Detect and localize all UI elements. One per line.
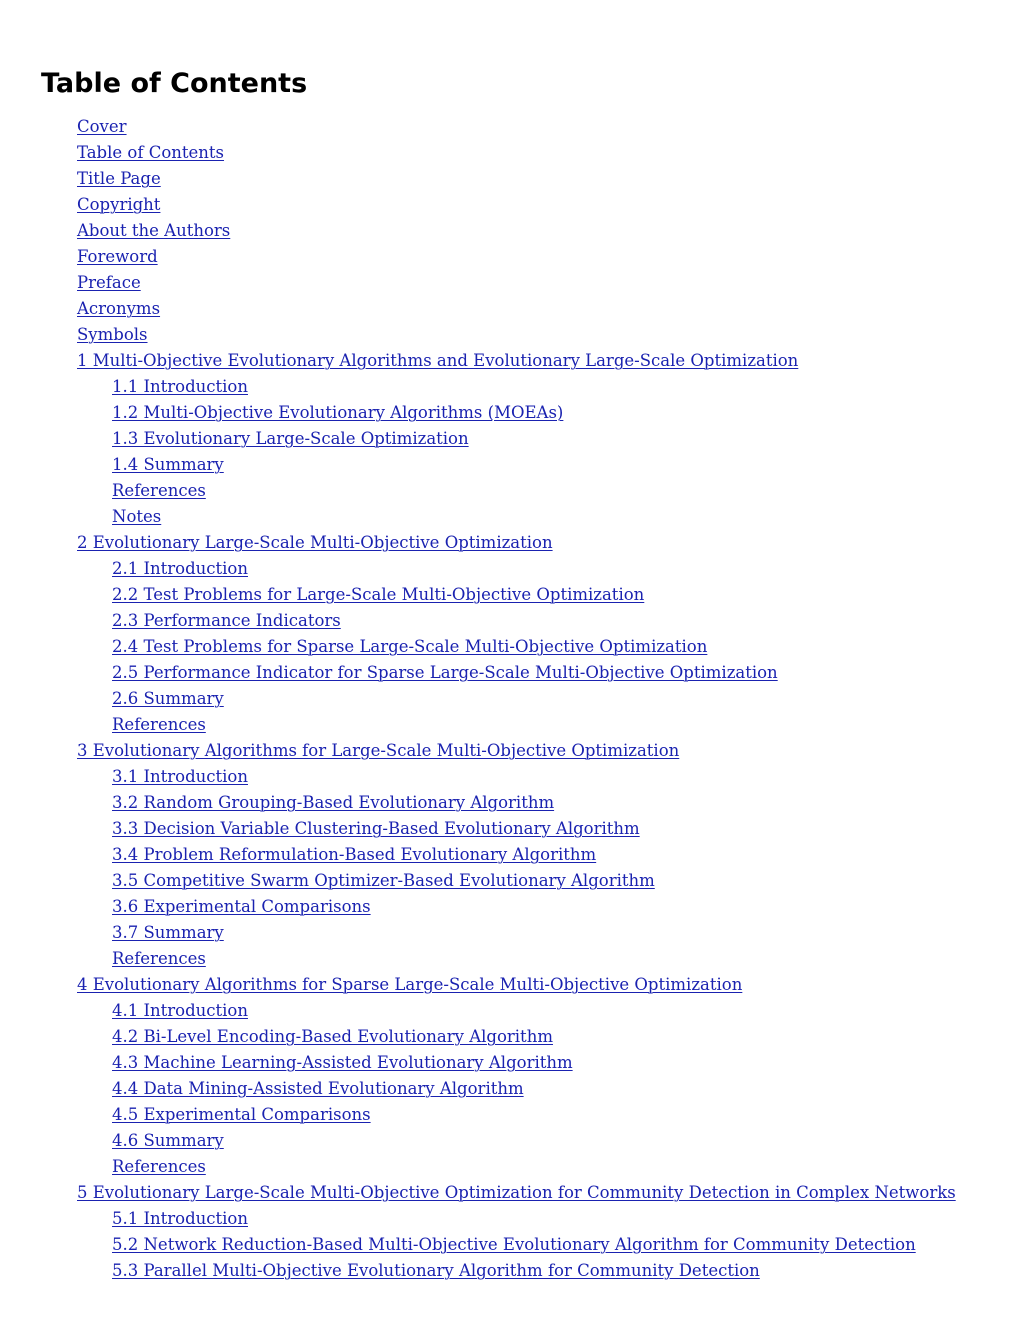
toc-chapter-item xyxy=(0,296,1020,322)
toc-section-link[interactable]: 3.6 Experimental Comparisons xyxy=(112,897,371,916)
toc-chapter-item xyxy=(0,738,1020,764)
toc-section-item xyxy=(0,1076,1020,1102)
toc-section-link[interactable]: 2.1 Introduction xyxy=(112,559,248,578)
toc-section-link[interactable]: 1.4 Summary xyxy=(112,455,224,474)
toc-section-link[interactable]: 1.3 Evolutionary Large-Scale Optimization xyxy=(112,429,469,448)
toc-chapter-link[interactable]: Title Page xyxy=(77,169,161,188)
toc-chapter-item xyxy=(0,322,1020,348)
toc-section-link[interactable]: 4.5 Experimental Comparisons xyxy=(112,1105,371,1124)
toc-chapter-link[interactable]: 4 Evolutionary Algorithms for Sparse Large-Scale Multi-Objective Optimization xyxy=(77,975,743,994)
toc-section-item xyxy=(0,634,1020,660)
toc-section-item xyxy=(0,1050,1020,1076)
toc-section-item xyxy=(0,1154,1020,1180)
toc-chapter-link[interactable]: 1 Multi-Objective Evolutionary Algorithms and Evolutionary Large-Scale Optimization xyxy=(77,351,799,370)
toc-chapter-link[interactable]: Symbols xyxy=(77,325,148,344)
toc-section-item xyxy=(0,478,1020,504)
toc-section-link[interactable]: 1.1 Introduction xyxy=(112,377,248,396)
toc-section-item xyxy=(0,452,1020,478)
toc-section-link[interactable]: References xyxy=(112,949,206,968)
toc-section-item xyxy=(0,556,1020,582)
toc-section-link[interactable]: 5.3 Parallel Multi-Objective Evolutionary Algorithm for Community Detection xyxy=(112,1261,760,1280)
toc-section-link[interactable]: 5.1 Introduction xyxy=(112,1209,248,1228)
toc-chapter-link[interactable]: Preface xyxy=(77,273,141,292)
toc-chapter-link[interactable]: 2 Evolutionary Large-Scale Multi-Objective Optimization xyxy=(77,533,553,552)
toc-chapter-item xyxy=(0,114,1020,140)
toc-section-item xyxy=(0,868,1020,894)
toc-chapter-item xyxy=(0,530,1020,556)
toc-chapter-link[interactable]: 3 Evolutionary Algorithms for Large-Scale Multi-Objective Optimization xyxy=(77,741,680,760)
toc-section-link[interactable]: 4.6 Summary xyxy=(112,1131,224,1150)
toc-section-item xyxy=(0,1232,1020,1258)
toc-section-item xyxy=(0,894,1020,920)
toc-section-link[interactable]: 3.5 Competitive Swarm Optimizer-Based Evolutionary Algorithm xyxy=(112,871,655,890)
toc-section-link[interactable]: 4.4 Data Mining-Assisted Evolutionary Algorithm xyxy=(112,1079,524,1098)
toc-section-link[interactable]: References xyxy=(112,481,206,500)
toc-chapter-link[interactable]: Acronyms xyxy=(77,299,161,318)
toc-chapter-item xyxy=(0,140,1020,166)
toc-chapter-item xyxy=(0,972,1020,998)
toc-chapter-item xyxy=(0,218,1020,244)
toc-chapter-item xyxy=(0,192,1020,218)
toc-section-item xyxy=(0,1128,1020,1154)
toc-chapter-item xyxy=(0,244,1020,270)
toc-section-item xyxy=(0,712,1020,738)
toc-section-item xyxy=(0,1102,1020,1128)
toc-section-item xyxy=(0,842,1020,868)
toc-chapter-item xyxy=(0,1180,1020,1206)
toc-section-item xyxy=(0,686,1020,712)
toc-section-item xyxy=(0,504,1020,530)
toc-section-link[interactable]: 2.4 Test Problems for Sparse Large-Scale Multi-Objective Optimization xyxy=(112,637,708,656)
toc-chapter-link[interactable]: Cover xyxy=(77,117,127,136)
toc-section-item xyxy=(0,400,1020,426)
toc-section-item xyxy=(0,1206,1020,1232)
toc-section-link[interactable]: 2.6 Summary xyxy=(112,689,224,708)
toc-section-item xyxy=(0,998,1020,1024)
toc-chapter-link[interactable]: 5 Evolutionary Large-Scale Multi-Objective Optimization for Community Detection in Complex Networks xyxy=(77,1183,956,1202)
toc-chapter-item xyxy=(0,166,1020,192)
toc-section-link[interactable]: 3.4 Problem Reformulation-Based Evolutionary Algorithm xyxy=(112,845,597,864)
toc-section-link[interactable]: 3.2 Random Grouping-Based Evolutionary Algorithm xyxy=(112,793,555,812)
toc-chapter-link[interactable]: About the Authors xyxy=(77,221,231,240)
toc-chapter-item xyxy=(0,270,1020,296)
toc-section-link[interactable]: 3.3 Decision Variable Clustering-Based Evolutionary Algorithm xyxy=(112,819,640,838)
toc-section-link[interactable]: Notes xyxy=(112,507,162,526)
toc-section-item xyxy=(0,374,1020,400)
toc-section-link[interactable]: References xyxy=(112,1157,206,1176)
toc-section-item xyxy=(0,920,1020,946)
toc-section-link[interactable]: 3.7 Summary xyxy=(112,923,224,942)
toc-section-item xyxy=(0,660,1020,686)
toc-chapter-item xyxy=(0,348,1020,374)
toc-section-link[interactable]: 5.2 Network Reduction-Based Multi-Objective Evolutionary Algorithm for Community Detection xyxy=(112,1235,916,1254)
toc-section-item xyxy=(0,1024,1020,1050)
toc-chapter-link[interactable]: Foreword xyxy=(77,247,158,266)
toc-section-item xyxy=(0,608,1020,634)
toc-section-link[interactable]: 4.1 Introduction xyxy=(112,1001,248,1020)
toc-chapter-link[interactable]: Copyright xyxy=(77,195,161,214)
toc-section-link[interactable]: 2.5 Performance Indicator for Sparse Large-Scale Multi-Objective Optimization xyxy=(112,663,778,682)
toc-section-link[interactable]: 3.1 Introduction xyxy=(112,767,248,786)
toc-section-link[interactable]: 2.3 Performance Indicators xyxy=(112,611,341,630)
toc-section-item xyxy=(0,1258,1020,1284)
toc-section-item xyxy=(0,582,1020,608)
page-title: Table of Contents xyxy=(41,68,308,99)
toc-section-link[interactable]: 4.2 Bi-Level Encoding-Based Evolutionary Algorithm xyxy=(112,1027,553,1046)
toc-section-link[interactable]: References xyxy=(112,715,206,734)
toc-section-link[interactable]: 1.2 Multi-Objective Evolutionary Algorithms (MOEAs) xyxy=(112,403,564,422)
toc-section-item xyxy=(0,426,1020,452)
toc-section-item xyxy=(0,816,1020,842)
toc-section-link[interactable]: 4.3 Machine Learning-Assisted Evolutionary Algorithm xyxy=(112,1053,573,1072)
toc-section-item xyxy=(0,790,1020,816)
toc-list xyxy=(0,114,1020,1284)
toc-section-item xyxy=(0,946,1020,972)
toc-section-link[interactable]: 2.2 Test Problems for Large-Scale Multi-Objective Optimization xyxy=(112,585,645,604)
toc-chapter-link[interactable]: Table of Contents xyxy=(77,143,225,162)
toc-section-item xyxy=(0,764,1020,790)
